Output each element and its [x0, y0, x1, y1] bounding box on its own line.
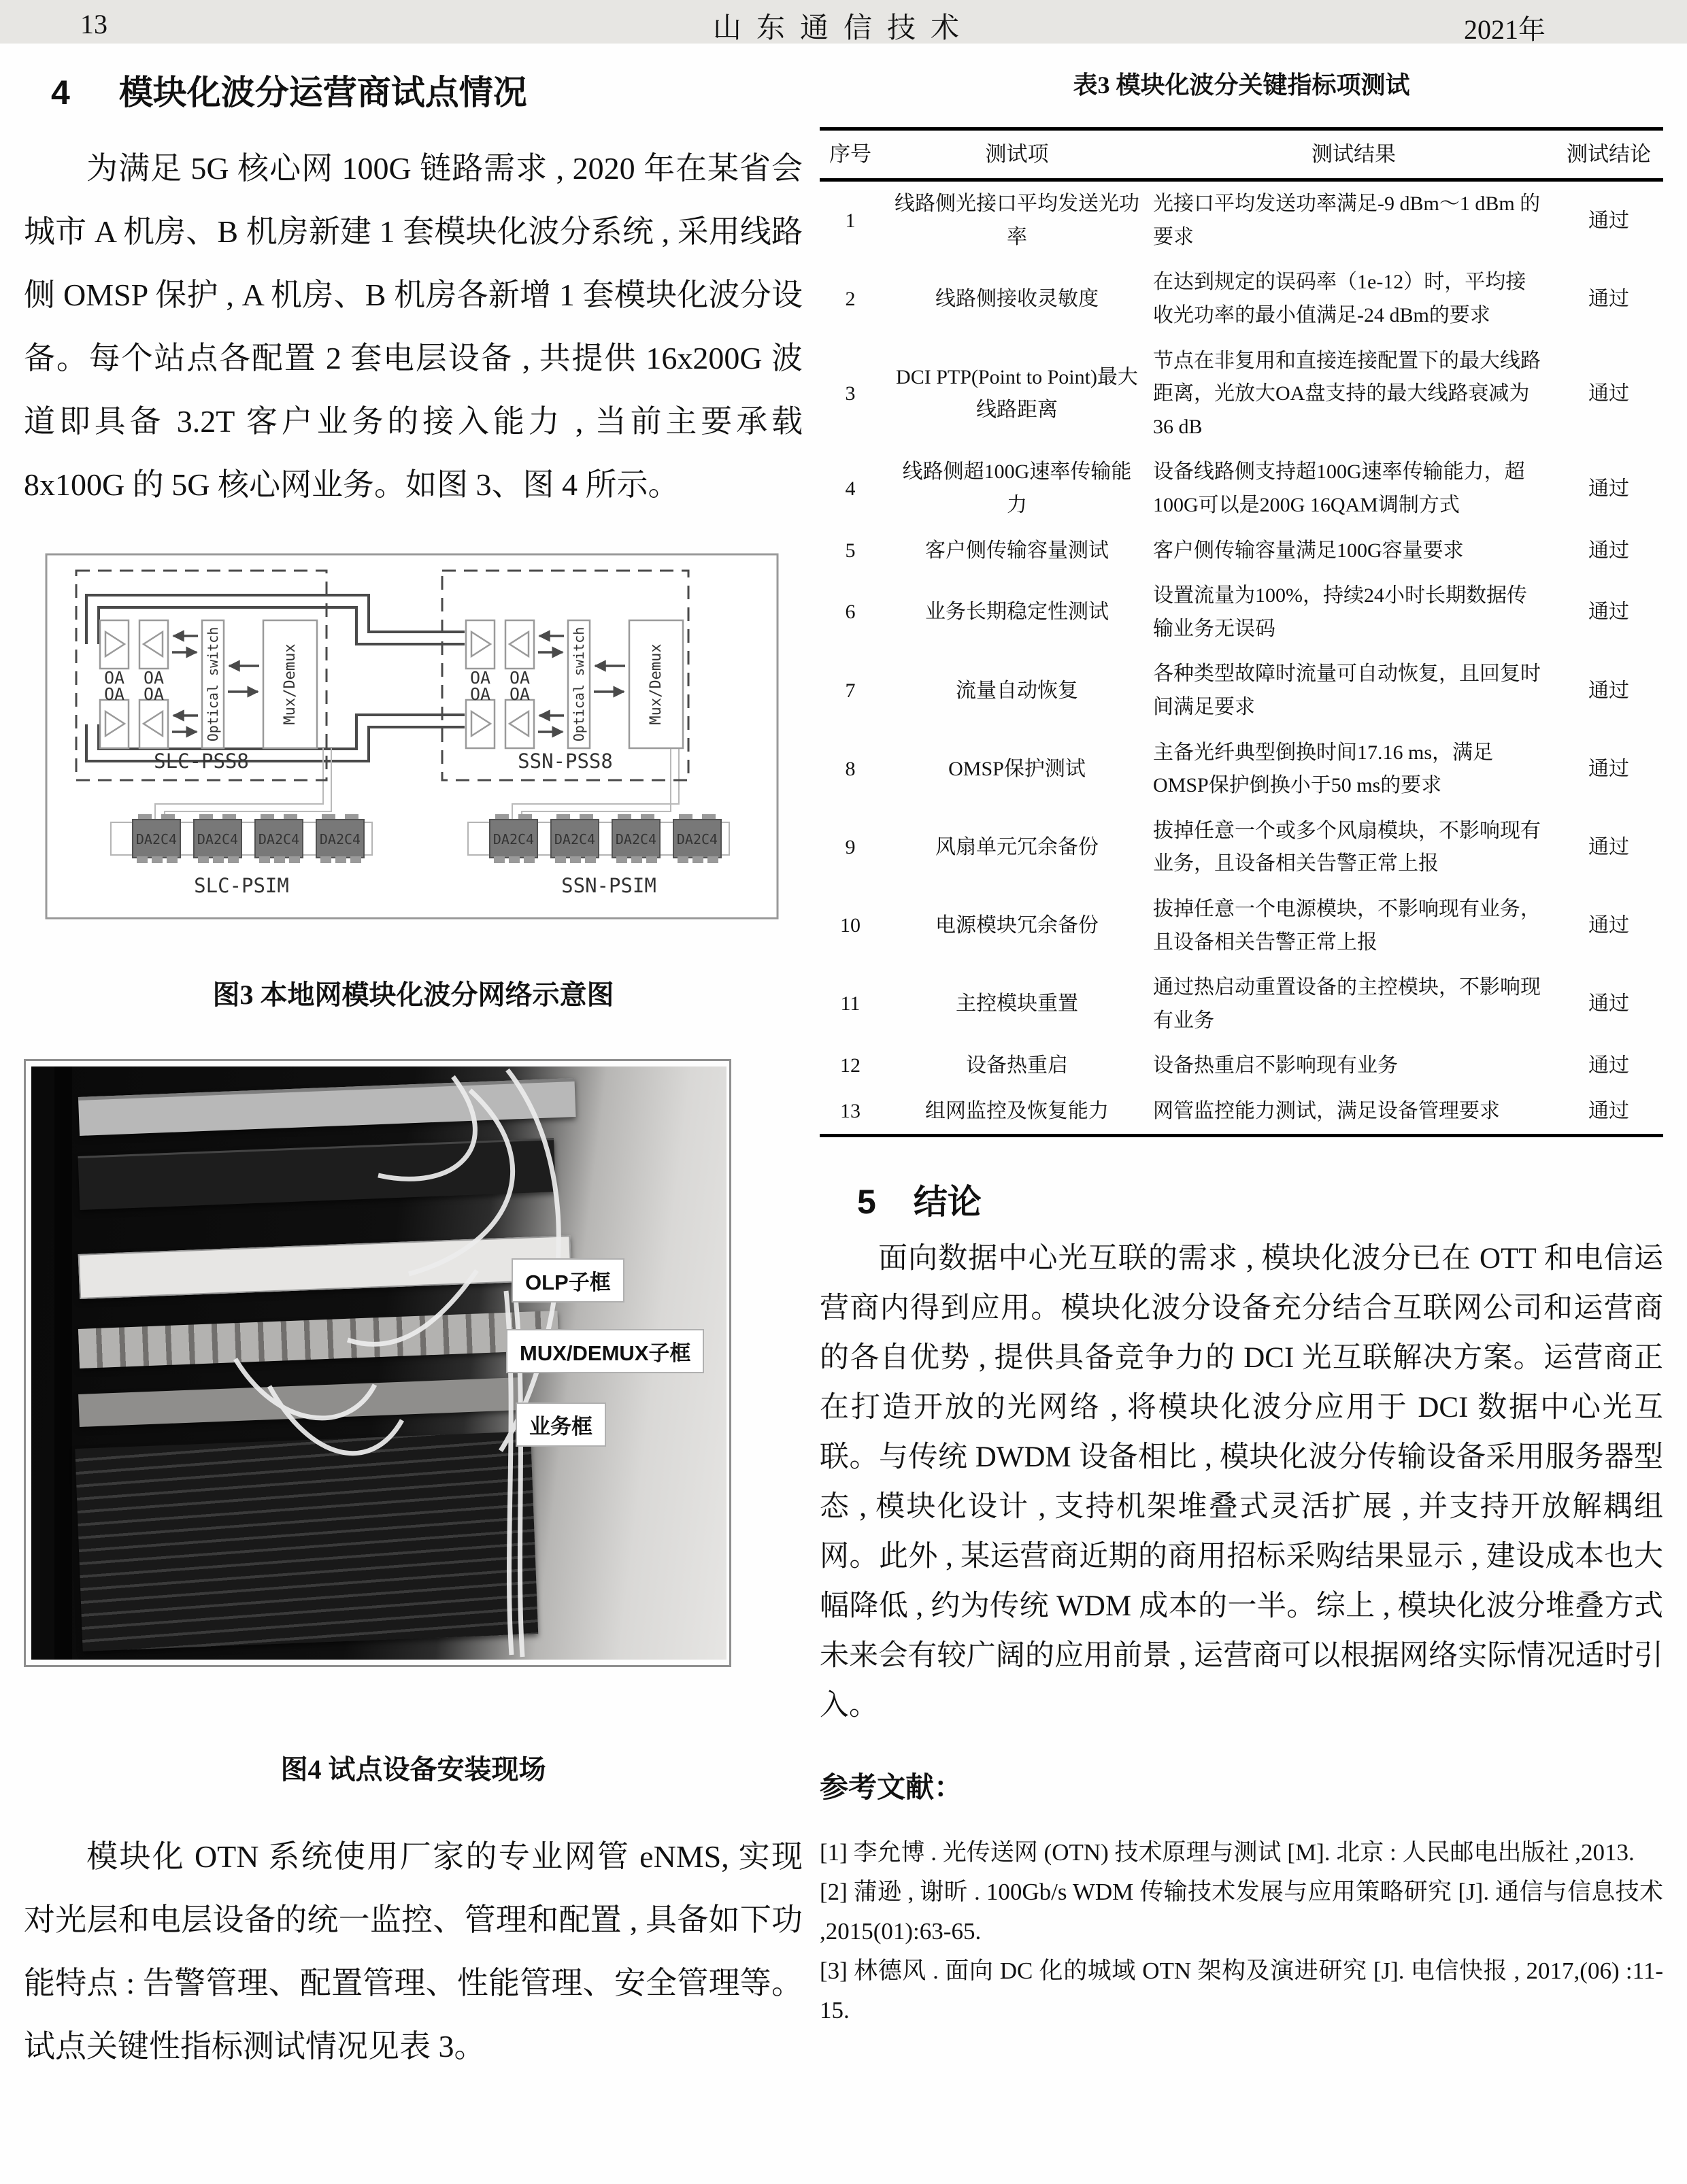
table3-body [820, 182, 1663, 1134]
slc-psim-label: SLC-PSIM [194, 874, 289, 897]
table-row [820, 339, 1663, 450]
page-number: 13 [80, 9, 107, 39]
slc-pss8-label: SLC-PSS8 [154, 750, 249, 773]
mux-demux-label: Mux/Demux [648, 643, 665, 725]
cell-item: 电源模块冗余备份 [935, 914, 1099, 937]
cell-verdict: 通过 [1588, 287, 1629, 310]
cell-result: 网管监控能力测试，满足设备管理要求 [1153, 1099, 1500, 1122]
cell-result: 拔掉任意一个电源模块，不影响现有业务，且设备相关告警正常上报 [1153, 897, 1541, 954]
mux-demux-label: Mux/Demux [282, 643, 299, 725]
table-row [820, 573, 1663, 652]
table-row [820, 809, 1663, 887]
cell-verdict: 通过 [1588, 382, 1629, 405]
cell-no: 6 [845, 601, 856, 624]
cell-no: 11 [840, 992, 861, 1015]
da2c4-module [255, 814, 303, 863]
table-row [820, 260, 1663, 338]
optical-switch-label: Optical switch [571, 626, 587, 742]
cell-no: 1 [845, 209, 856, 232]
journal-year: 2021年 [1464, 14, 1546, 45]
oa-label: OA [509, 684, 531, 704]
cell-result: 在达到规定的误码率（1e-12）时，平均接收光功率的最小值满足-24 dBm的要求 [1153, 271, 1526, 326]
table-row [820, 1089, 1663, 1135]
cell-result: 各种类型故障时流量可自动恢复，且回复时间满足要求 [1153, 662, 1541, 718]
cell-no: 2 [845, 287, 856, 310]
cell-verdict: 通过 [1588, 601, 1629, 624]
cell-no: 8 [845, 757, 856, 780]
cell-result: 设置流量为100%，持续24小时长期数据传输业务无误码 [1153, 584, 1527, 640]
cell-verdict: 通过 [1588, 539, 1629, 562]
da2c4-module [316, 814, 364, 863]
cell-item: 风扇单元冗余备份 [935, 836, 1099, 859]
figure4-photo [31, 1066, 726, 1660]
figure3-svg [24, 549, 803, 926]
table3-title: 表3 模块化波分关键指标项测试 [1073, 71, 1410, 99]
da2c4-label: DA2C4 [135, 831, 178, 847]
cell-verdict: 通过 [1588, 992, 1629, 1015]
cell-verdict: 通过 [1588, 477, 1629, 500]
section-5-number: 5 [857, 1183, 876, 1222]
cell-result: 节点在非复用和直接连接配置下的最大线路距离，光放大OA盘支持的最大线路衰减为36 dB [1153, 349, 1541, 438]
table-row [820, 182, 1663, 260]
cell-item: 设备热重启 [966, 1054, 1068, 1077]
cell-item: 流量自动恢复 [956, 679, 1078, 702]
da2c4-module [490, 814, 537, 863]
da2c4-label: DA2C4 [319, 831, 361, 847]
cell-no: 10 [840, 914, 861, 937]
oa-label: OA [469, 684, 491, 704]
da2c4-module [551, 814, 599, 863]
section-5-title: 结论 [913, 1183, 982, 1222]
cell-verdict: 通过 [1588, 1054, 1629, 1077]
optical-switch-label: Optical switch [205, 626, 221, 742]
references-list [820, 1833, 1663, 2030]
oa-label: OA [143, 684, 165, 704]
cell-item: 主控模块重置 [956, 992, 1078, 1015]
da2c4-module [133, 814, 180, 863]
cell-no: 4 [845, 477, 856, 500]
cell-verdict: 通过 [1588, 914, 1629, 937]
figure3-diagram [24, 549, 803, 930]
photo-label: OLP子框 [512, 1258, 624, 1303]
da2c4-label: DA2C4 [197, 831, 239, 847]
cell-result: 设备线路侧支持超100G速率传输能力，超100G可以是200G 16QAM调制方式 [1153, 460, 1525, 516]
conclusion-paragraph: 面向数据中心光互联的需求 , 模块化波分已在 OTT 和电信运营商内得到应用。模块化波分设备充分结合互联网公司和运营商的各自优势 , 提供具备竞争力的 DCI 光互联解决方案。运营商正在打造开放的光网络 , 将模块化波分应用于 DCI 数据中心光互联。与传统 DWDM 设备相比 , 模块化波分传输设备采用服务器型态 , 模块化设计 , 支持机架堆叠式灵活扩展 , 并支持开放解耦组网。此外 , 某运营商近期的商用招标采购结果显示 , 建设成本也大幅降低 , 约为传统 WDM 成本的一半。综上 , 模块化波分堆叠方式未来会有较广阔的应用前景 , 运营商可以根据网络实际情况适时引入。 [820, 1243, 1663, 1722]
figure4-photo-frame [24, 1059, 731, 1667]
table-row [820, 1043, 1663, 1089]
da2c4-label: DA2C4 [492, 831, 535, 847]
oa-label: OA [103, 668, 125, 688]
cell-result: 客户侧传输容量满足100G容量要求 [1153, 539, 1464, 562]
cell-result: 光接口平均发送功率满足-9 dBm～1 dBm 的要求 [1153, 192, 1541, 248]
table-row [820, 528, 1663, 574]
figure4-caption: 图4 试点设备安装现场 [280, 1754, 546, 1785]
table3-header-result: 测试结果 [1312, 142, 1396, 166]
table-row [820, 450, 1663, 528]
da2c4-module [194, 814, 241, 863]
table-row [820, 965, 1663, 1043]
references-heading: 参考文献： [820, 1771, 963, 1804]
cell-no: 3 [845, 382, 856, 405]
table3-header-item: 测试项 [985, 142, 1049, 166]
section-4-number: 4 [51, 73, 70, 112]
table3-header-no: 序号 [829, 142, 871, 166]
table3-header-row [820, 131, 1663, 182]
da2c4-module [612, 814, 660, 863]
figure3-caption: 图3 本地网模块化波分网络示意图 [212, 979, 614, 1010]
paragraph-pilot-deployment: 为满足 5G 核心网 100G 链路需求 , 2020 年在某省会城市 A 机房、B 机房新建 1 套模块化波分系统 , 采用线路侧 OMSP 保护 , A 机房、B 机房各新增 1 套模块化波分设备。每个站点各配置 2 套电层设备 , 共提供 16x200G 波道即具备 3.2T 客户业务的接入能力 , 当前主要承载 8x100G 的 5G 核心网业务。如图 3、图 4 所示。 [24, 151, 803, 502]
oa-label: OA [469, 668, 491, 688]
right-column [820, 65, 1663, 2030]
section-4-heading [24, 69, 803, 116]
cell-item: OMSP保护测试 [948, 757, 1086, 780]
cell-verdict: 通过 [1588, 757, 1629, 780]
cell-verdict: 通过 [1588, 679, 1629, 702]
cell-verdict: 通过 [1588, 836, 1629, 859]
da2c4-module [673, 814, 721, 863]
table-row [820, 652, 1663, 730]
cell-item: 组网监控及恢复能力 [925, 1099, 1109, 1122]
cell-result: 拔掉任意一个或多个风扇模块，不影响现有业务，且设备相关告警正常上报 [1153, 819, 1541, 875]
table3-header-verdict: 测试结论 [1567, 142, 1651, 166]
journal-title: 山东通信技术 [712, 13, 975, 44]
cell-result: 设备热重启不影响现有业务 [1153, 1054, 1398, 1077]
cell-item: 线路侧超100G速率传输能力 [902, 460, 1132, 516]
da2c4-label: DA2C4 [554, 831, 596, 847]
oa-label: OA [103, 684, 125, 704]
photo-label: MUX/DEMUX子框 [506, 1329, 704, 1373]
cell-no: 5 [845, 539, 856, 562]
table3 [820, 127, 1663, 1137]
reference-entry: [2] 蒲逊 , 谢昕 . 100Gb/s WDM 传输技术发展与应用策略研究 [J]. 通信与信息技术 ,2015(01):63-65. [820, 1879, 1663, 1945]
ssn-psim-label: SSN-PSIM [561, 874, 656, 897]
reference-entry: [3] 林德风 . 面向 DC 化的城域 OTN 架构及演进研究 [J]. 电信快报 , 2017,(06) :11-15. [820, 1958, 1663, 2024]
section-4-title: 模块化波分运营商试点情况 [118, 73, 527, 112]
table-row [820, 730, 1663, 809]
table-row [820, 887, 1663, 965]
cell-item: 客户侧传输容量测试 [925, 539, 1109, 562]
ssn-pss8-label: SSN-PSS8 [518, 750, 613, 773]
cell-no: 7 [845, 679, 856, 702]
cell-item: 线路侧光接口平均发送光功率 [895, 192, 1139, 248]
da2c4-label: DA2C4 [676, 831, 718, 847]
cell-item: 业务长期稳定性测试 [925, 601, 1109, 624]
da2c4-label: DA2C4 [615, 831, 657, 847]
photo-label: 业务框 [516, 1402, 606, 1447]
cell-result: 通过热启动重置设备的主控模块，不影响现有业务 [1153, 976, 1541, 1032]
left-column [24, 65, 803, 2078]
cell-no: 9 [845, 836, 856, 859]
cell-verdict: 通过 [1588, 209, 1629, 232]
oa-label: OA [509, 668, 531, 688]
da2c4-label: DA2C4 [258, 831, 300, 847]
reference-entry: [1] 李允博 . 光传送网 (OTN) 技术原理与测试 [M]. 北京 : 人民邮电出版社 ,2013. [820, 1839, 1635, 1866]
cell-item: 线路侧接收灵敏度 [935, 287, 1099, 310]
cell-item: DCI PTP(Point to Point)最大线路距离 [896, 365, 1138, 422]
paragraph-enms: 模块化 OTN 系统使用厂家的专业网管 eNMS, 实现对光层和电层设备的统一监控、管理和配置 , 具备如下功能特点 : 告警管理、配置管理、性能管理、安全管理等。试点关键性指标测试情况见表 3。 [24, 1839, 803, 2064]
cell-no: 13 [840, 1099, 861, 1122]
section-5-heading [820, 1178, 1663, 1226]
cell-no: 12 [840, 1054, 861, 1077]
cell-verdict: 通过 [1588, 1099, 1629, 1122]
cell-result: 主备光纤典型倒换时间17.16 ms，满足OMSP保护倒换小于50 ms的要求 [1153, 741, 1494, 797]
oa-label: OA [143, 668, 165, 688]
